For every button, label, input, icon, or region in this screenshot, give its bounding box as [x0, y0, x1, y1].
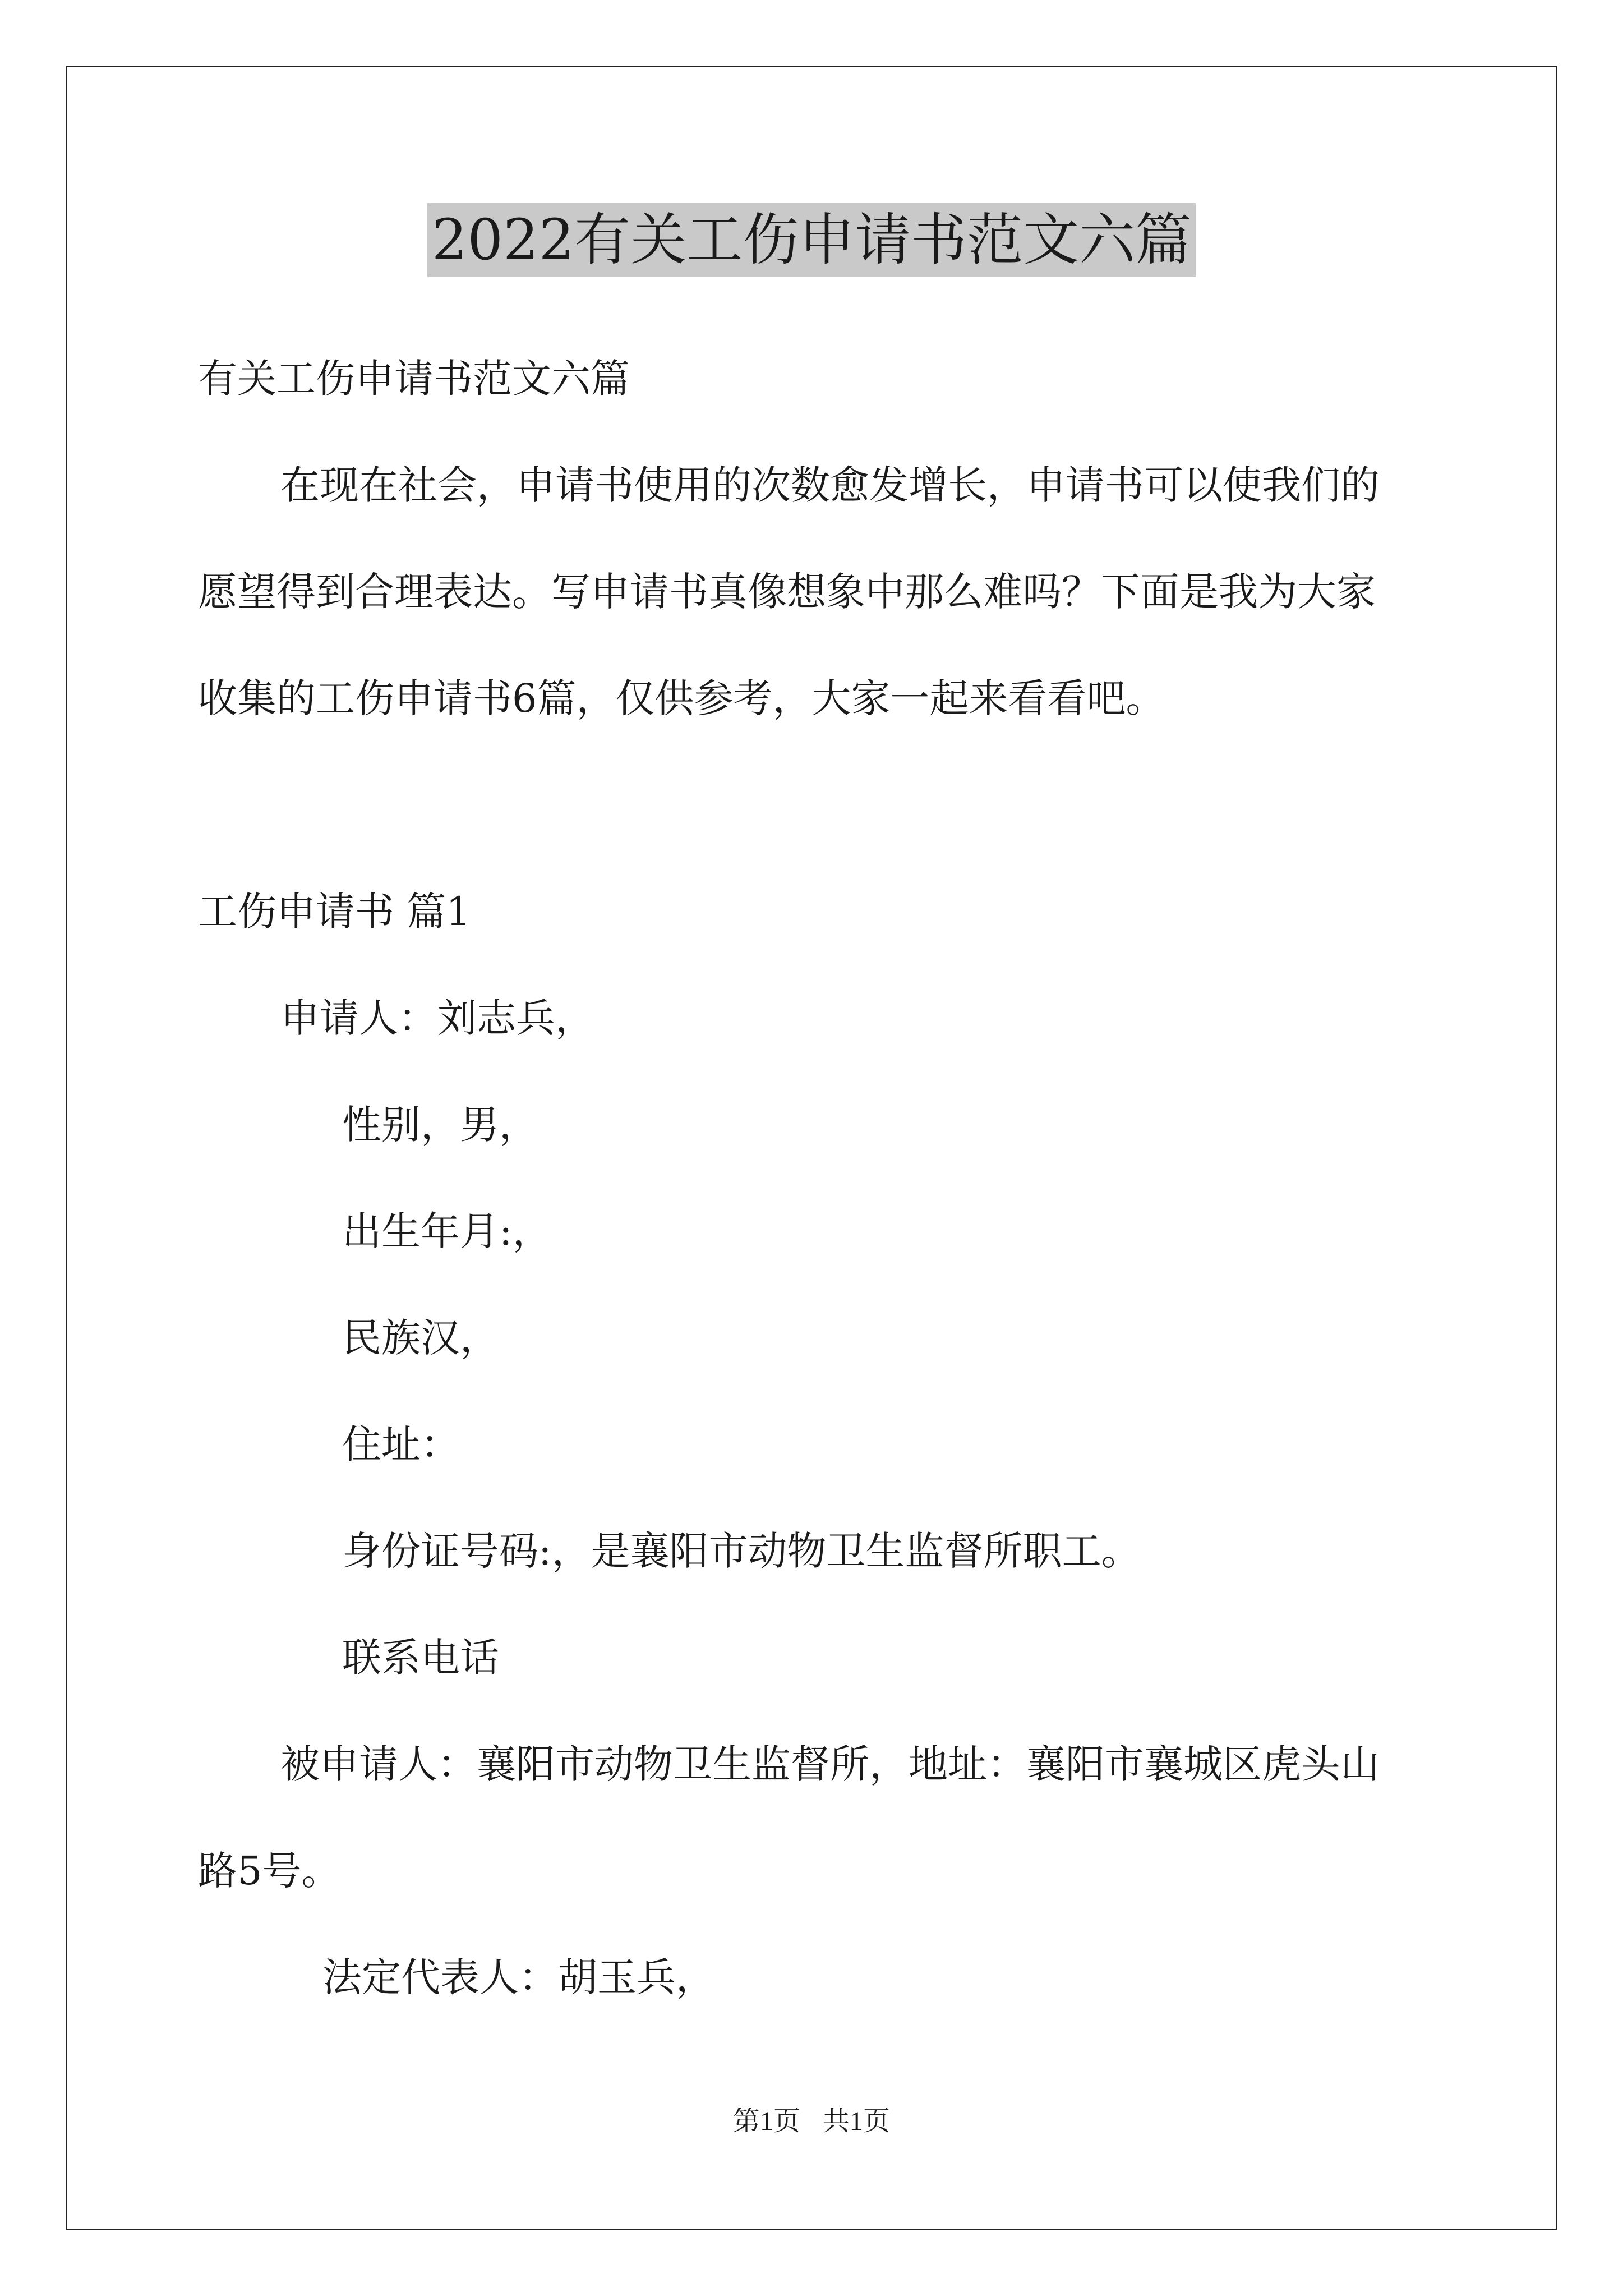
page-current: 第1页 [732, 2106, 800, 2136]
section-heading: 工伤申请书 篇1 [198, 889, 471, 935]
respondent-line-cont: 路5号。 [198, 1848, 341, 1894]
phone-line: 联系电话 [342, 1635, 499, 1681]
ethnicity-line: 民族汉， [342, 1315, 499, 1361]
subtitle-line: 有关工伤申请书范文六篇 [198, 356, 630, 402]
page-footer [0, 2105, 1623, 2138]
title-container [0, 203, 1623, 277]
page-total: 共1页 [823, 2106, 891, 2136]
paragraph-line: 愿望得到合理表达。写申请书真像想象中那么难吗？下面是我为大家 [198, 569, 1376, 615]
legal-rep-line: 法定代表人：胡玉兵， [322, 1954, 715, 2000]
birth-line: 出生年月:， [342, 1208, 552, 1254]
paragraph-line: 收集的工伤申请书6篇，仅供参考，大家一起来看看吧。 [198, 675, 1165, 721]
gender-line: 性别，男， [342, 1102, 538, 1148]
id-number-line: 身份证号码:，是襄阳市动物卫生监督所职工。 [342, 1528, 1141, 1574]
document-title: 2022有关工伤申请书范文六篇 [427, 203, 1196, 277]
address-line: 住址： [342, 1421, 460, 1467]
applicant-line: 申请人：刘志兵， [280, 995, 594, 1041]
respondent-line: 被申请人：襄阳市动物卫生监督所，地址：襄阳市襄城区虎头山 [280, 1741, 1380, 1787]
paragraph-line: 在现在社会，申请书使用的次数愈发增长，申请书可以使我们的 [280, 462, 1380, 508]
